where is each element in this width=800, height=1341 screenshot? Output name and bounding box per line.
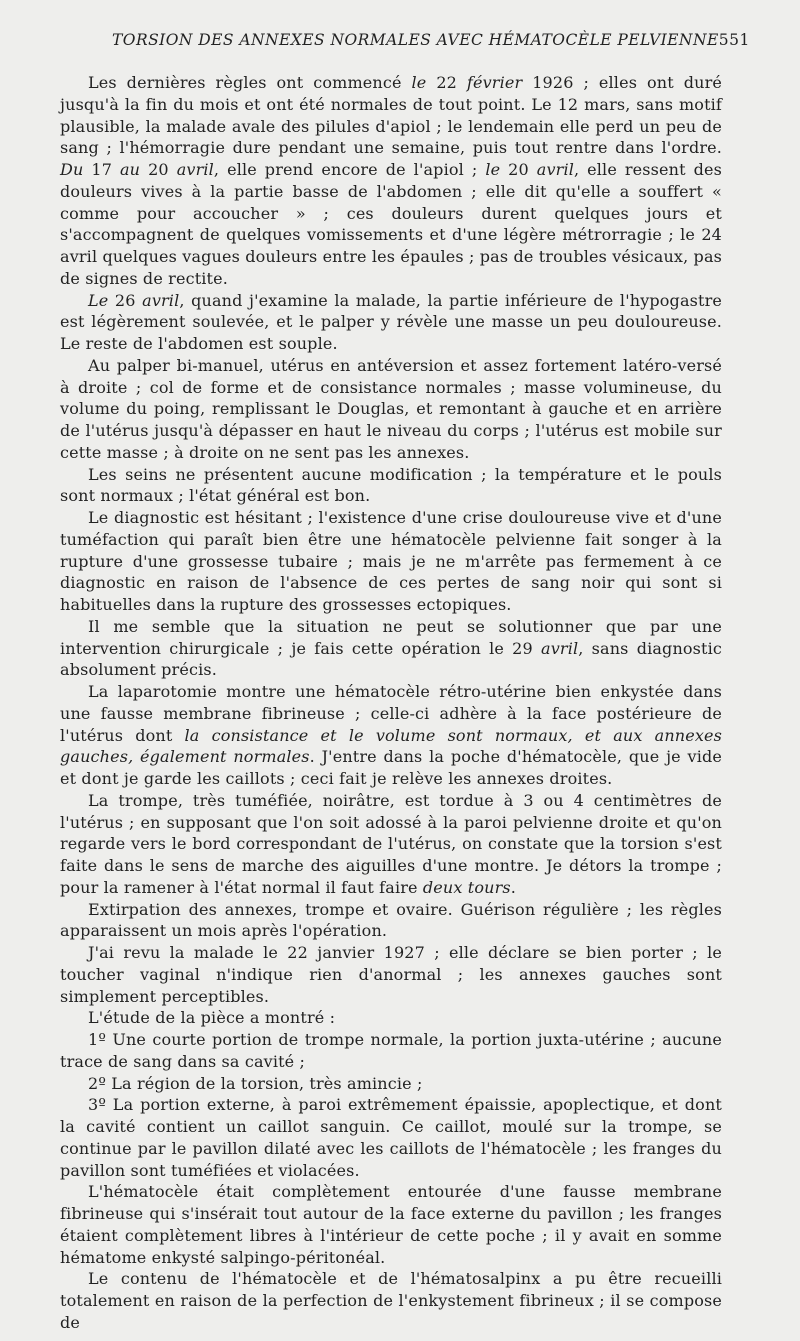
paragraph	[60, 1073, 722, 1095]
paragraph	[60, 1007, 722, 1029]
italic-run: février	[466, 73, 523, 92]
text-run: L'étude de la pièce a montré :	[88, 1008, 336, 1028]
text-run: Le contenu de l'hématocèle et de l'hématosalpinx a pu être recueilli totalement en raison de la perfection de l'enkystement fibrineux ; il se compose de	[60, 1269, 722, 1332]
text-run: Extirpation des annexes, trompe et ovaire. Guérison régulière ; les règles apparaissent un mois après l'opération.	[60, 899, 722, 941]
text-run: 22	[426, 73, 467, 92]
paragraph	[60, 681, 722, 790]
text-run: 26	[108, 290, 143, 310]
paragraph	[60, 507, 722, 616]
italic-run: deux tours	[422, 877, 511, 897]
text-run: La trompe, très tuméfiée, noirâtre, est tordue à 3 ou 4 centimètres de l'utérus ; en supposant que l'on soit adossé à la paroi pelvienne droite et qu'on regarde vers le bord correspondant de l'utérus, on constate que la torsion s'est faite dans le sens de marche des aiguilles d'une montre. Je détors la trompe ; pour la ramener à l'état normal il faut faire	[60, 790, 722, 897]
text-run: 1º Une courte portion de trompe normale, la portion juxta-utérine ; aucune trace de sang dans sa cavité ;	[60, 1030, 722, 1071]
paragraph	[60, 942, 722, 1007]
text-run: Il me semble que la situation ne peut se solutionner que par une intervention chirurgicale ; je fais cette opération le 29	[60, 616, 722, 658]
text-run: Les dernières règles ont commencé	[88, 73, 412, 92]
italic-run: avril	[541, 638, 579, 658]
italic-run: au	[119, 160, 141, 179]
paragraph	[60, 616, 722, 681]
italic-run: Du	[60, 160, 84, 179]
text-run: , elle prend encore de l'apiol ;	[213, 160, 486, 179]
paragraph	[60, 1268, 722, 1333]
paragraph	[60, 1094, 722, 1181]
italic-run: avril	[176, 160, 214, 179]
text-run: Les seins ne présentent aucune modification ; la température et le pouls sont normaux ; l'état général est bon.	[60, 464, 722, 506]
running-title: TORSION DES ANNEXES NORMALES AVEC HÉMATOCÈLE PELVIENNE	[112, 31, 719, 49]
text-run: , quand j'examine la malade, la partie inférieure de l'hypogastre est légèrement soulevée, et le palper y révèle une masse un peu douloureuse. Le reste de l'abdomen est souple.	[60, 290, 722, 353]
text-run: La laparotomie montre une hématocèle rétro-utérine bien enkystée dans une fausse membrane fibrineuse ; celle-ci adhère à la face postérieure de l'utérus dont	[60, 682, 722, 745]
text-run: , sans diagnostic absolument précis.	[60, 638, 722, 680]
text-run: 17	[83, 160, 120, 179]
text-run: 20	[500, 160, 537, 179]
text-run: 20	[140, 160, 177, 179]
text-run: L'hématocèle était complètement entourée d'une fausse membrane fibrineuse qui s'insérait tout autour de la face externe du pavillon ; les franges étaient complètement libres à l'intérieur de cette poche ; il y avait en somme hématome enkysté salpingo-péritonéal.	[60, 1182, 722, 1267]
italic-run: Le	[88, 290, 109, 310]
italic-run: le	[485, 160, 501, 179]
paragraph	[60, 1029, 722, 1073]
text-run: J'ai revu la malade le 22 janvier 1927 ; elle déclare se bien porter ; le toucher vaginal n'indique rien d'anormal ; les annexes gauches sont simplement perceptibles.	[60, 943, 722, 1006]
italic-run: la consistance et le volume sont normaux, et aux annexes gauches, également normales	[60, 725, 722, 767]
paragraph	[60, 464, 722, 508]
text-run: 2º La région de la torsion, très amincie ;	[88, 1073, 423, 1093]
italic-run: avril	[142, 290, 180, 310]
paragraph	[60, 899, 722, 943]
text-run: , elle ressent des douleurs vives à la partie basse de l'abdomen ; elle dit qu'elle a souffert « comme pour accoucher » ; ces douleurs durent quelques jours et s'accompagnent de quelques vomissements et d'une légère métrorragie ; le 24 avril quelques vagues douleurs entre les épaules ; pas de troubles vésicaux, pas de signes de rectite.	[60, 160, 722, 288]
italic-run: le	[411, 73, 427, 92]
text-run: .	[510, 877, 516, 897]
paragraph	[60, 355, 722, 464]
body-text	[60, 72, 722, 1334]
paragraph	[60, 1181, 722, 1268]
text-run: 1926 ; elles ont duré jusqu'à la fin du mois et ont été normales de tout point. Le 12 mars, sans motif plausible, la malade avale des pilules d'apiol ; le lendemain elle perd un peu de sang ; l'hémorragie dure pendant une semaine, puis tout rentre dans l'ordre.	[60, 73, 722, 158]
paragraph	[60, 72, 722, 290]
text-run: Le diagnostic est hésitant ; l'existence d'une crise douloureuse vive et d'une tuméfaction qui paraît bien être une hématocèle pelvienne fait songer à la rupture d'une grossesse tubaire ; mais je ne m'arrête pas fermement à ce diagnostic en raison de l'absence de ces pertes de sang noir qui sont si habituelles dans la rupture des grossesses ectopiques.	[60, 508, 722, 614]
text-run: 3º La portion externe, à paroi extrêmement épaissie, apoplectique, et dont la cavité contient un caillot sanguin. Ce caillot, moulé sur la trompe, se continue par le pavillon dilaté avec les caillots de l'hématocèle ; les franges du pavillon sont tuméfiées et violacées.	[60, 1095, 722, 1180]
paragraph	[60, 290, 722, 355]
running-header	[112, 30, 750, 50]
italic-run: avril	[536, 160, 574, 179]
text-run: Au palper bi-manuel, utérus en antéversion et assez fortement latéro-versé à droite ; col de forme et de consistance normales ; masse volumineuse, du volume du poing, remplissant le Douglas, et remontant à gauche et en arrière de l'utérus jusqu'à dépasser en haut le niveau du corps ; l'utérus est mobile sur cette masse ; à droite on ne sent pas les annexes.	[60, 355, 722, 462]
page-number: 551	[718, 31, 750, 49]
paragraph	[60, 790, 722, 899]
text-run: . J'entre dans la poche d'hématocèle, que je vide et dont je garde les caillots ; ceci fait je relève les annexes droites.	[60, 747, 722, 788]
